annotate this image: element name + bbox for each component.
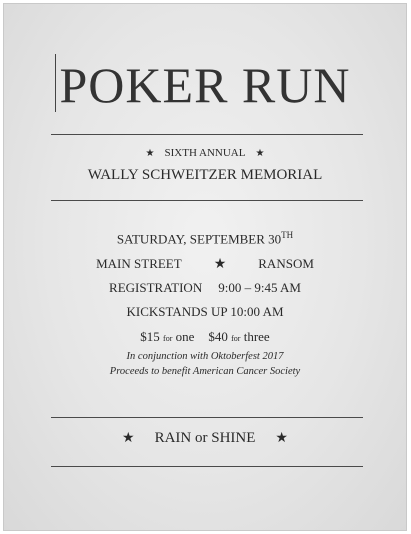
price-one-qty: one (175, 329, 195, 344)
annual-text: SIXTH ANNUAL (164, 147, 246, 159)
event-date-text: SATURDAY, SEPTEMBER 30 (116, 231, 282, 247)
price-three-for: for (231, 334, 241, 343)
star-icon: ★ (122, 431, 135, 446)
annual-line (4, 147, 406, 159)
kickstands-line: KICKSTANDS UP 10:00 AM (126, 304, 284, 319)
town-text: RANSOM (258, 256, 314, 271)
oktoberfest-note: In conjunction with Oktoberfest 2017 (126, 351, 284, 362)
flyer-page (3, 3, 407, 531)
price-one: $15 (140, 329, 160, 344)
price-one-for: for (163, 334, 173, 343)
street-text: MAIN STREET (96, 256, 182, 271)
star-icon: ★ (255, 148, 265, 159)
star-icon: ★ (145, 148, 155, 159)
location-line (4, 256, 406, 273)
registration-line (4, 280, 406, 296)
flyer-title: POKER RUN (59, 57, 351, 113)
event-date (4, 230, 406, 247)
price-three: $40 (208, 329, 228, 344)
divider-top (51, 134, 363, 135)
rain-text: RAIN or SHINE (154, 430, 256, 446)
price-three-qty: three (243, 329, 270, 344)
registration-label: REGISTRATION (109, 280, 203, 295)
proceeds-note: Proceeds to benefit American Cancer Society (109, 366, 301, 377)
divider-lower (51, 417, 363, 418)
price-line (4, 329, 406, 345)
star-icon: ★ (275, 431, 288, 446)
divider-middle (51, 200, 363, 201)
divider-bottom (51, 466, 363, 467)
rain-line (4, 430, 406, 447)
star-icon: ★ (213, 257, 227, 272)
memorial-name: WALLY SCHWEITZER MEMORIAL (87, 167, 323, 183)
event-date-suffix: TH (281, 230, 294, 240)
registration-time: 9:00 – 9:45 AM (218, 280, 301, 295)
